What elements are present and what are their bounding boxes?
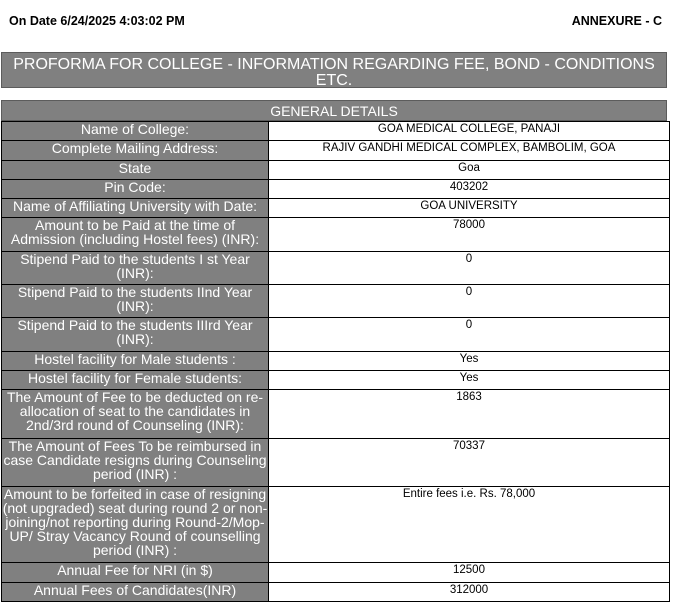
row-label: State [2, 161, 269, 180]
table-row [2, 141, 670, 161]
row-label: Hostel facility for Male students : [2, 352, 269, 371]
row-value: 0 [269, 252, 670, 285]
row-label: Complete Mailing Address: [2, 141, 269, 161]
row-value: RAJIV GANDHI MEDICAL COMPLEX, BAMBOLIM, GOA [269, 141, 670, 161]
row-label: Amount to be forfeited in case of resigning (not upgraded) seat during round 2 or non-joining/not reporting during Round-2/Mop-UP/ Stray Vacancy Round of counselling period (INR) : [2, 487, 269, 563]
table-row [2, 161, 670, 180]
row-label: The Amount of Fee to be deducted on re-allocation of seat to the candidates in 2nd/3rd round of Counseling (INR): [2, 390, 269, 439]
section-header-general-details: GENERAL DETAILS [1, 100, 667, 121]
row-label: Name of Affiliating University with Date: [2, 199, 269, 218]
table-row [2, 439, 670, 487]
row-value: Yes [269, 371, 670, 390]
general-details-table [1, 121, 670, 602]
table-row [2, 122, 670, 141]
table-row [2, 285, 670, 318]
table-row [2, 487, 670, 563]
table-row [2, 352, 670, 371]
row-value: Yes [269, 352, 670, 371]
table-row [2, 199, 670, 218]
row-value: Goa [269, 161, 670, 180]
proforma-title: PROFORMA FOR COLLEGE - INFORMATION REGARDING FEE, BOND - CONDITIONS ETC. [1, 52, 667, 88]
row-label: Annual Fee for NRI (in $) [2, 563, 269, 583]
row-label: Name of College: [2, 122, 269, 141]
table-row [2, 583, 670, 602]
table-row [2, 563, 670, 583]
row-label: Hostel facility for Female students: [2, 371, 269, 390]
table-row [2, 180, 670, 199]
table-row [2, 371, 670, 390]
annexure-label: ANNEXURE - C [571, 14, 662, 28]
row-value: 70337 [269, 439, 670, 487]
table-row [2, 390, 670, 439]
document-date: On Date 6/24/2025 4:03:02 PM [9, 14, 185, 28]
row-label: Pin Code: [2, 180, 269, 199]
row-value: GOA MEDICAL COLLEGE, PANAJI [269, 122, 670, 141]
row-value: 0 [269, 285, 670, 318]
row-value: Entire fees i.e. Rs. 78,000 [269, 487, 670, 563]
row-value: 78000 [269, 218, 670, 252]
table-row [2, 318, 670, 352]
row-value: 312000 [269, 583, 670, 602]
row-label: Stipend Paid to the students I st Year (INR): [2, 252, 269, 285]
row-label: Amount to be Paid at the time of Admission (including Hostel fees) (INR): [2, 218, 269, 252]
row-value: 403202 [269, 180, 670, 199]
row-value: GOA UNIVERSITY [269, 199, 670, 218]
row-label: Stipend Paid to the students IInd Year (INR): [2, 285, 269, 318]
row-label: The Amount of Fees To be reimbursed in case Candidate resigns during Counseling period (INR) : [2, 439, 269, 487]
row-value: 1863 [269, 390, 670, 439]
table-row [2, 218, 670, 252]
table-row [2, 252, 670, 285]
row-label: Stipend Paid to the students IIIrd Year (INR): [2, 318, 269, 352]
row-value: 12500 [269, 563, 670, 583]
row-value: 0 [269, 318, 670, 352]
row-label: Annual Fees of Candidates(INR) [2, 583, 269, 602]
